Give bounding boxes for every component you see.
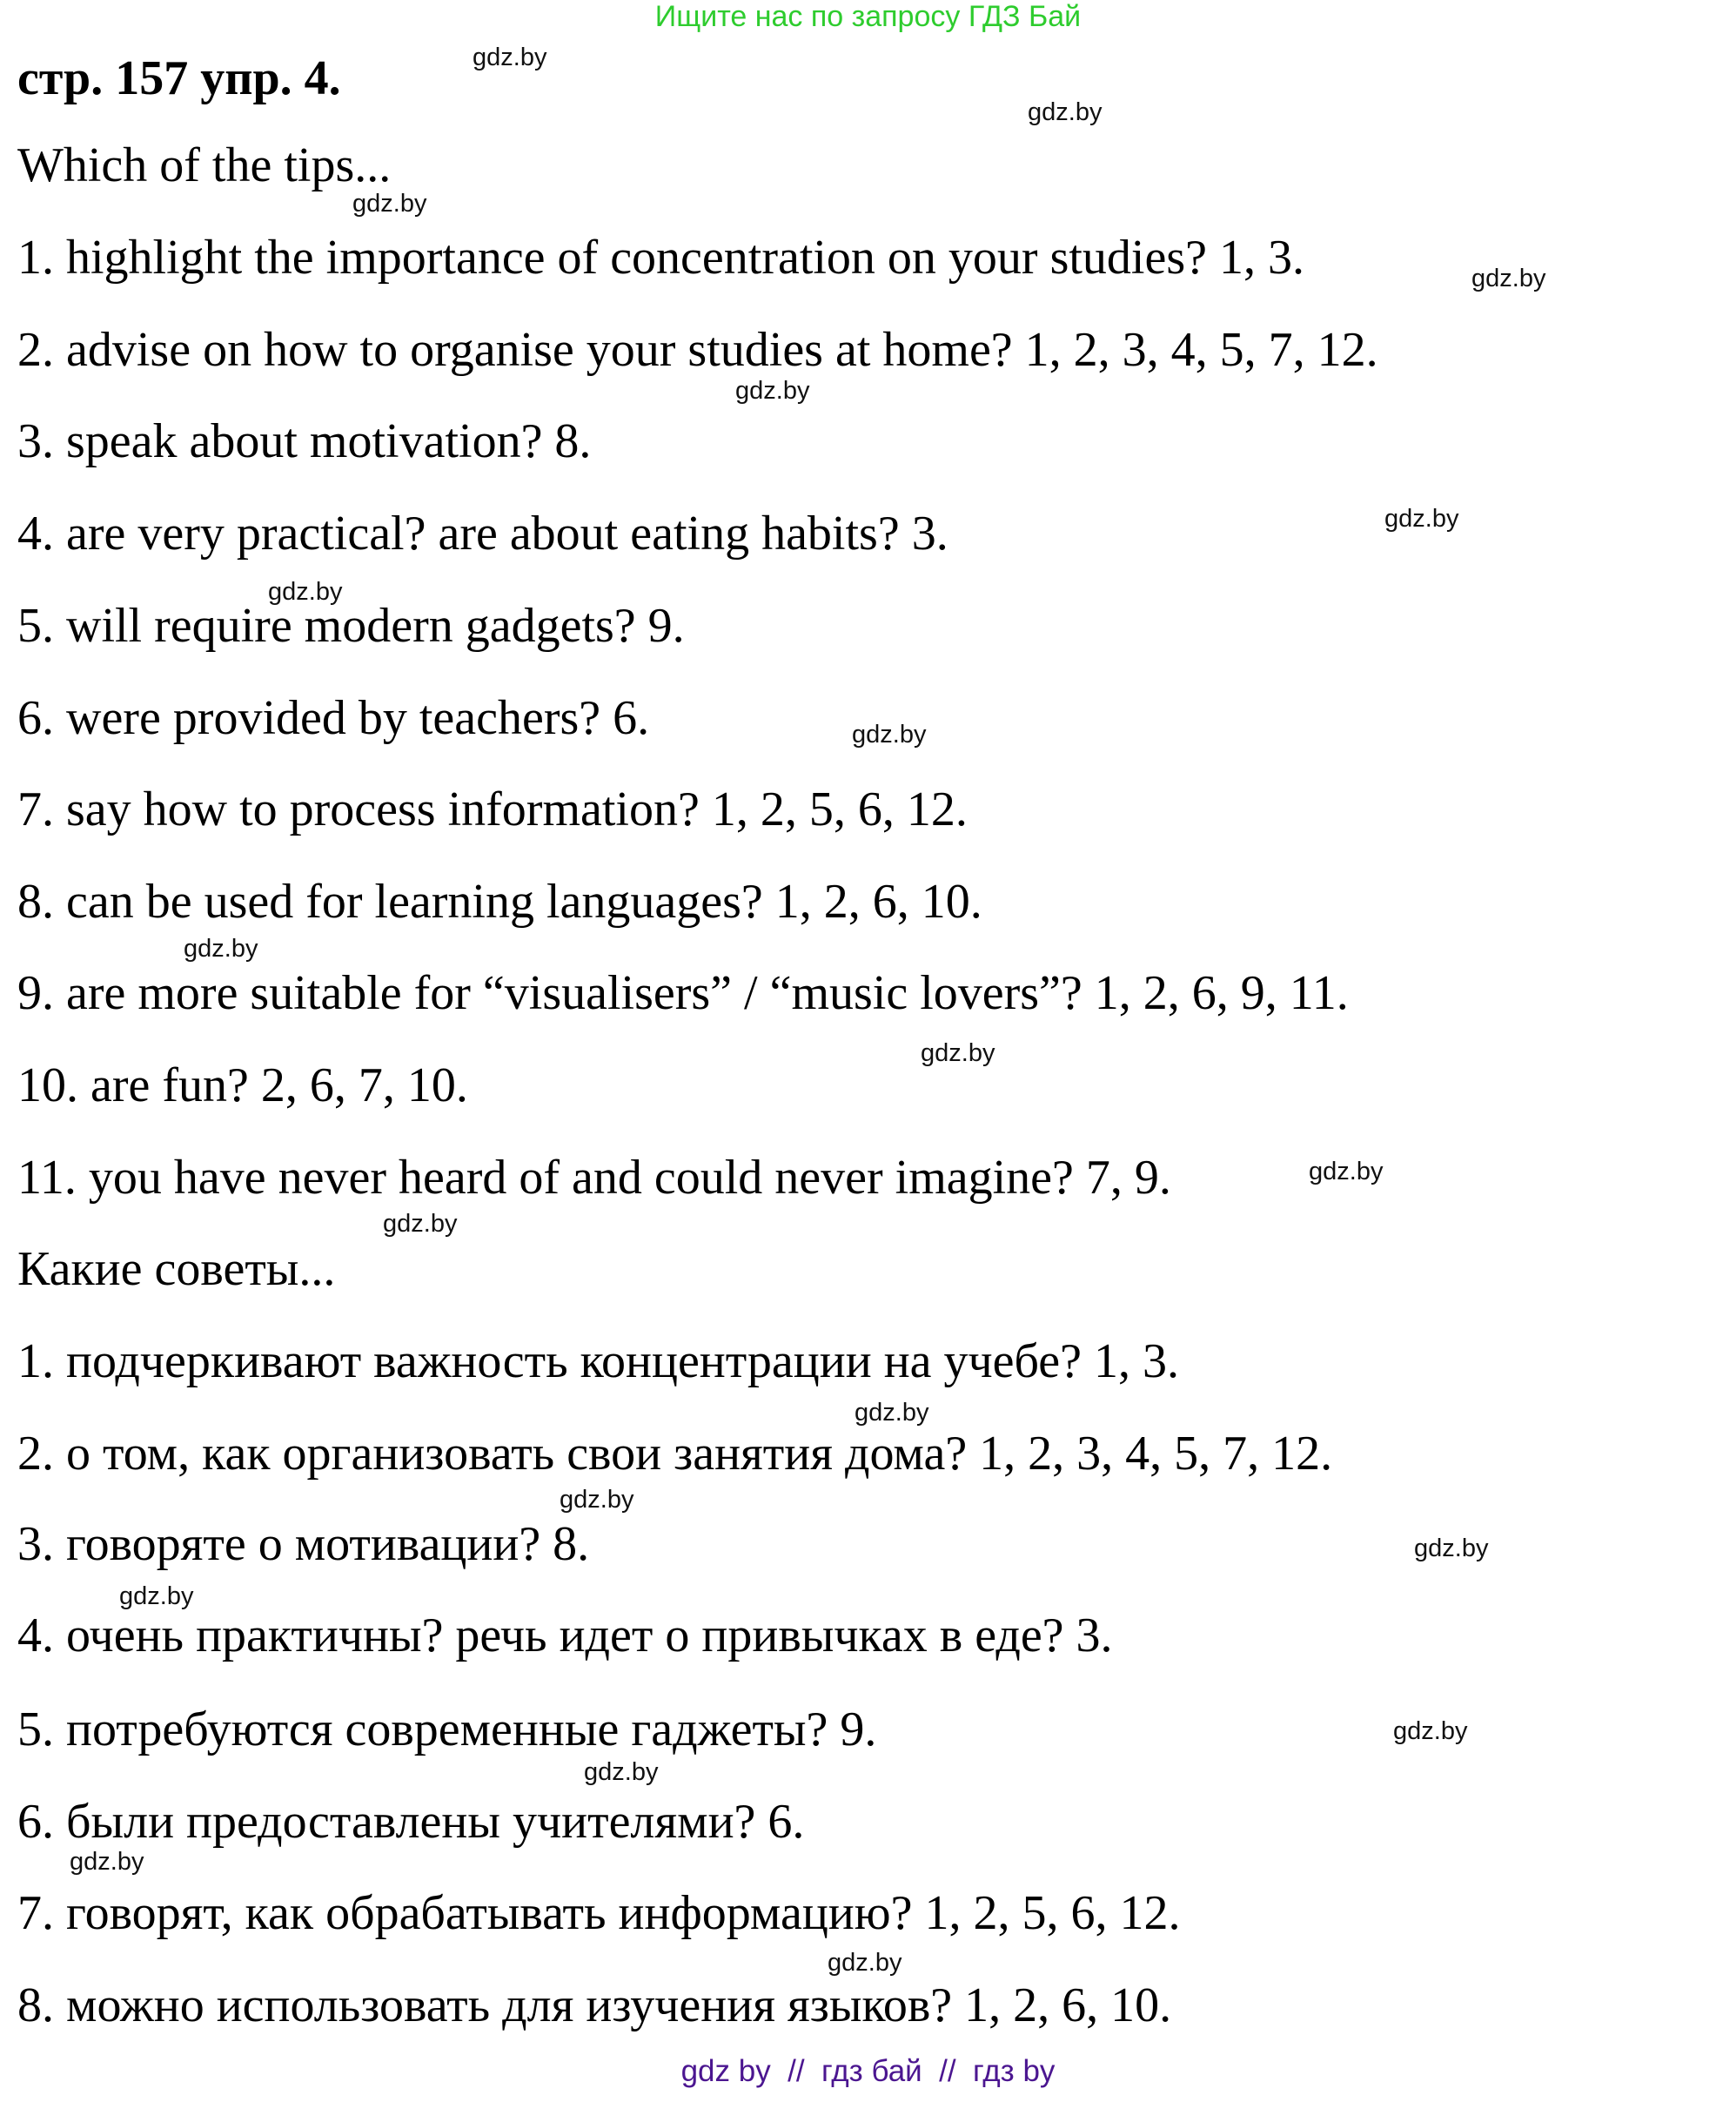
watermark: gdz.by <box>70 1848 144 1876</box>
watermark: gdz.by <box>268 578 343 606</box>
watermark: gdz.by <box>119 1582 194 1610</box>
list-item: 10. are fun? 2, 6, 7, 10. <box>17 1058 468 1112</box>
list-item: 3. speak about motivation? 8. <box>17 414 592 468</box>
watermark: gdz.by <box>1028 98 1103 126</box>
watermark: gdz.by <box>473 44 547 71</box>
list-item: 5. will require modern gadgets? 9. <box>17 599 685 653</box>
list-item: 4. are very practical? are about eating habits? 3. <box>17 507 948 561</box>
list-item: 7. говорят, как обрабатывать информацию? 1, 2, 5, 6, 12. <box>17 1886 1181 1940</box>
watermark: gdz.by <box>1414 1535 1489 1562</box>
russian-heading: Какие советы... <box>17 1242 336 1296</box>
list-item: 11. you have never heard of and could never imagine? 7, 9. <box>17 1151 1171 1205</box>
watermark: gdz.by <box>1471 265 1546 292</box>
watermark: gdz.by <box>1393 1717 1468 1745</box>
watermark: gdz.by <box>184 935 258 963</box>
list-item: 2. о том, как организовать свои занятия дома? 1, 2, 3, 4, 5, 7, 12. <box>17 1427 1333 1481</box>
search-banner: Ищите нас по запросу ГДЗ Бай <box>654 0 1082 33</box>
list-item: 6. were provided by teachers? 6. <box>17 691 650 745</box>
watermark: gdz.by <box>828 1949 902 1977</box>
watermark: gdz.by <box>560 1486 634 1514</box>
footer-links: gdz by // гдз бай // гдз by <box>680 2054 1056 2088</box>
list-item: 4. очень практичны? речь идет о привычках в еде? 3. <box>17 1608 1113 1662</box>
watermark: gdz.by <box>1309 1158 1384 1185</box>
watermark: gdz.by <box>852 721 927 749</box>
list-item: 1. highlight the importance of concentration on your studies? 1, 3. <box>17 231 1304 285</box>
watermark: gdz.by <box>735 377 810 405</box>
list-item: 5. потребуются современные гаджеты? 9. <box>17 1702 877 1756</box>
watermark: gdz.by <box>584 1758 659 1786</box>
list-item: 8. can be used for learning languages? 1, 2, 6, 10. <box>17 875 982 929</box>
page-title: стр. 157 упр. 4. <box>17 51 341 105</box>
list-item: 9. are more suitable for “visualisers” / “music lovers”? 1, 2, 6, 9, 11. <box>17 966 1349 1020</box>
watermark: gdz.by <box>855 1399 929 1427</box>
watermark: gdz.by <box>352 190 427 218</box>
list-item: 1. подчеркивают важность концентрации на учебе? 1, 3. <box>17 1334 1180 1388</box>
list-item: 7. say how to process information? 1, 2, 5, 6, 12. <box>17 782 968 836</box>
watermark: gdz.by <box>921 1039 995 1067</box>
watermark: gdz.by <box>1384 505 1459 533</box>
list-item: 6. были предоставлены учителями? 6. <box>17 1795 805 1849</box>
list-item: 2. advise on how to organise your studies at home? 1, 2, 3, 4, 5, 7, 12. <box>17 323 1378 377</box>
english-heading: Which of the tips... <box>17 138 392 192</box>
list-item: 3. говоряте о мотивации? 8. <box>17 1517 590 1571</box>
watermark: gdz.by <box>383 1210 458 1238</box>
list-item: 8. можно использовать для изучения языков? 1, 2, 6, 10. <box>17 1978 1172 2032</box>
